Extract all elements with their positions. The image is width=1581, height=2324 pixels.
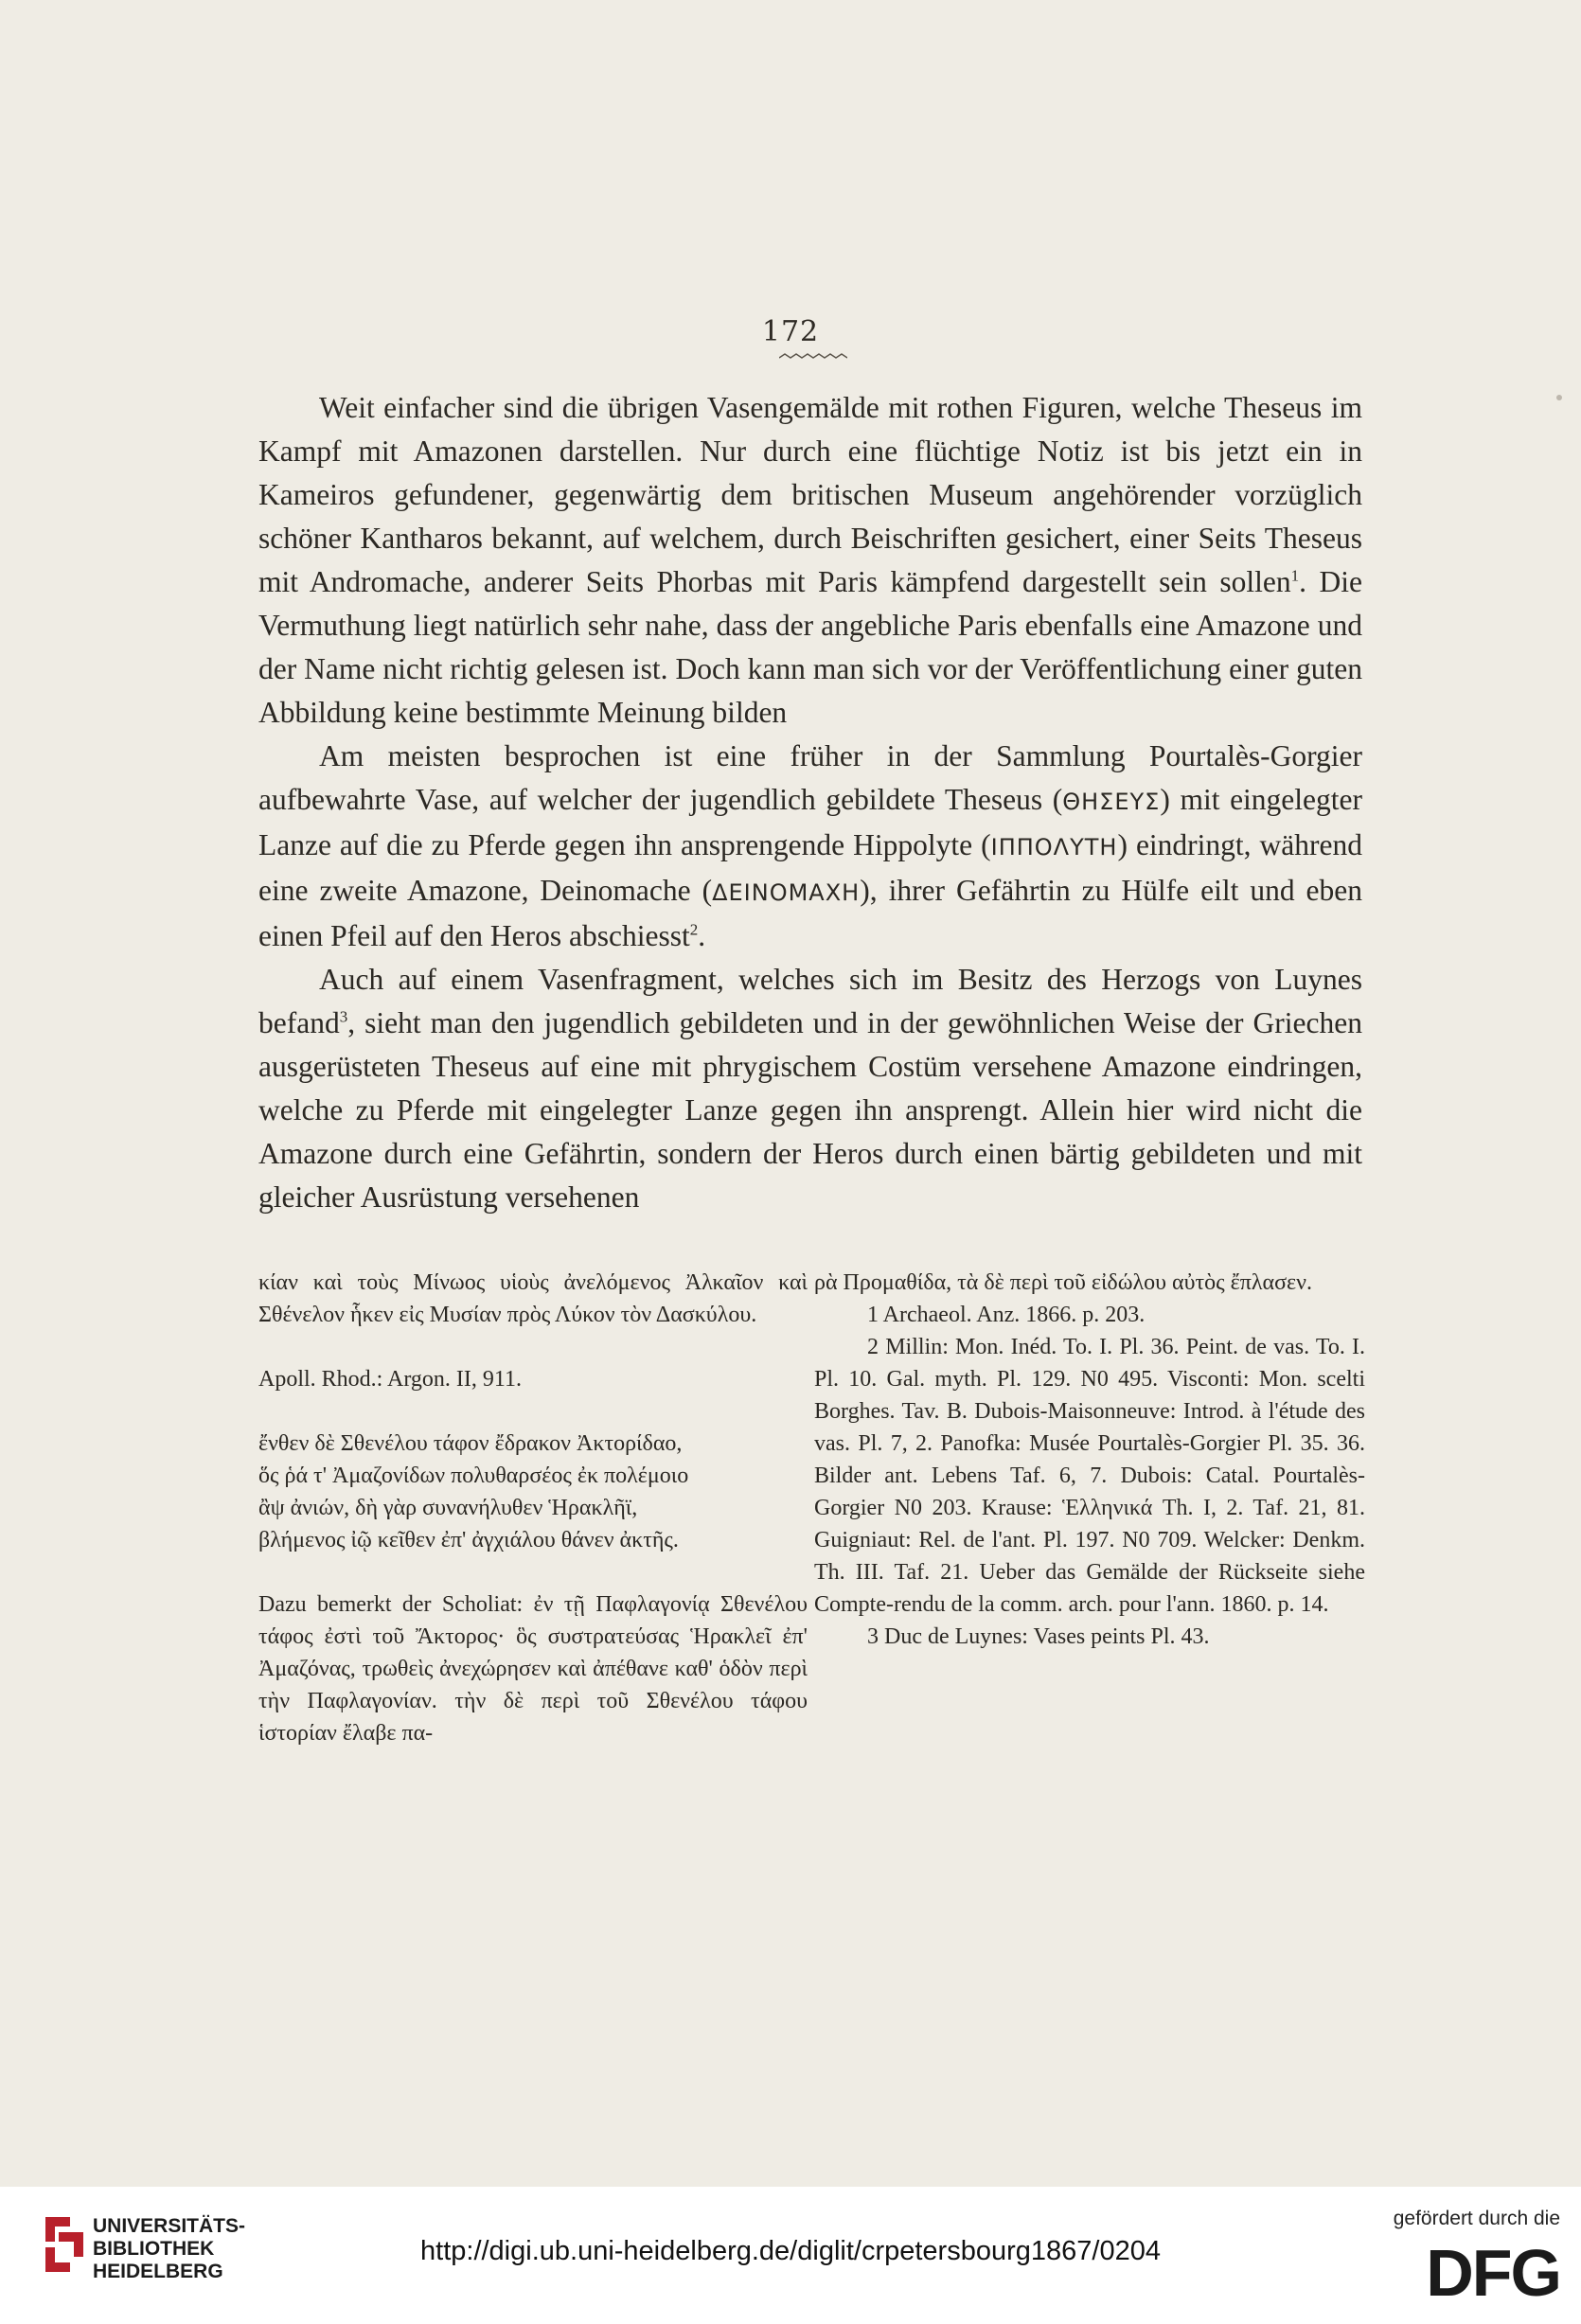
page-number-ornament (779, 352, 847, 364)
verse-line-2: ὅς ῥά τ' Ἀμαζονίδων πολυθαρσέος ἐκ πολέμοιο (258, 1464, 689, 1488)
funded-by-label: gefördert durch die (1393, 2208, 1560, 2229)
page-number: 172 (761, 315, 820, 348)
verse-line-4: βλήμενος ἰῷ κεῖθεν ἐπ' ἀγχιάλου θάνεν ἀκτῆς. (258, 1528, 679, 1552)
citation-apollonius: Apoll. Rhod.: Argon. II, 911. (258, 1367, 523, 1392)
university-library-name: UNIVERSITÄTS- BIBLIOTHEK HEIDELBERG (93, 2215, 246, 2282)
footnote-1: 1 Archaeol. Anz. 1866. p. 203. (867, 1303, 1146, 1327)
inscription-hippolyte: ΙΠΠΟΛΥΤΗ (990, 834, 1118, 860)
footnote-ref-3: 3 (339, 1007, 348, 1026)
dfg-logo: DFG (1426, 2236, 1560, 2310)
main-text (258, 386, 1362, 1219)
footnote-ref-2: 2 (689, 920, 699, 939)
inscription-deinomache: ΔΕΙΝΟΜΑΧΗ (712, 879, 861, 906)
paragraph-1: Weit einfacher sind die übrigen Vasengemälde mit rothen Figuren, welche Theseus im Kampf mit Amazonen darstellen. Nur durch eine flüchtige Notiz ist bis jetzt ein in Kameiros gefundener, gegenwärtig dem britischen Museum angehörender vorzüglich schöner Kantharos bekannt, auf welchem, durch Beischriften gesichert, einer Seits Theseus mit Andromache, anderer Seits Phorbas mit Paris kämpfend dargestellt sein sollen$^1$. Die Vermuthung liegt natürlich sehr nahe, dass der angebliche Paris ebenfalls eine Amazone und der Name nicht richtig gelesen ist. Doch kann man sich vor der Veröffentlichung einer guten Abbildung keine bestimmte Meinung bilden (258, 391, 1362, 729)
scholiast-note: Dazu bemerkt der Scholiat: ἐν τῇ Παφλαγονίᾳ Σθενέλου τάφος ἐστὶ τοῦ Ἄκτορος· ὃς συστρατεύσας Ἡρακλεῖ ἐπ' Ἀμαζόνας, τρωθεὶς ἀνεχώρησεν καὶ ἀπέθανε καθ' ὁδὸν περὶ τὴν Παφλαγονίαν. τὴν δὲ περὶ τοῦ Σθενέλου τάφου ἱστορίαν ἔλαβε πα- (258, 1592, 808, 1746)
verse-line-3: ἂψ ἀνιών, δὴ γὰρ συνανήλυθεν Ἡρακλῆϊ, (258, 1496, 638, 1520)
paper-speck (1556, 395, 1562, 400)
footnote-ref-1: 1 (1290, 566, 1300, 585)
digital-library-link[interactable]: http://digi.ub.uni-heidelberg.de/diglit/crpetersbourg1867/0204 (420, 2236, 1161, 2266)
footnote-3: 3 Duc de Luynes: Vases peints Pl. 43. (867, 1624, 1210, 1649)
footer-bar (0, 2187, 1581, 2324)
footnotes-left-column (258, 1267, 808, 1749)
inscription-theseus: ΘΗΣΕΥΣ (1062, 789, 1161, 815)
footnote-2: 2 Millin: Mon. Inéd. To. I. Pl. 36. Peint. de vas. To. I. Pl. 10. Gal. myth. Pl. 129. N0 495. Visconti: Mon. scelti Borghes. Tav. B. Dubois-Maisonneuve: Introd. à l'étude des vas. Pl. 7, 2. Panofka: Musée Pourtalès-Gorgier Pl. 35. 36. Bilder ant. Lebens Taf. 6, 7. Dubois: Catal. Pourtalès-Gorgier N0 203. Krause: Ἑλληνικά Th. I, 2. Taf. 21, 81. Guigniaut: Rel. de l'ant. Pl. 197. N0 709. Welcker: Denkm. Th. III. Taf. 21. Ueber das Gemälde der Rückseite siehe Compte-rendu de la comm. arch. pour l'ann. 1860. p. 14. (814, 1335, 1365, 1617)
footnotes-right-column (814, 1267, 1365, 1653)
greek-quote-continued: ρὰ Προμαθίδα, τὰ δὲ περὶ τοῦ εἰδώλου αὐτὸς ἔπλασεν. (814, 1270, 1312, 1295)
paragraph-3: Auch auf einem Vasenfragment, welches sich im Besitz des Herzogs von Luynes befand$^3$, sieht man den jugendlich gebildeten und in der gewöhnlichen Weise der Griechen ausgerüsteten Theseus auf eine mit phrygischem Costüm versehene Amazone eindringen, welche zu Pferde mit eingelegter Lanze gegen ihn ansprengt. Allein hier wird nicht die Amazone durch eine Gefährtin, sondern der Heros durch einen bärtig gebildeten und mit gleicher Ausrüstung versehenen (258, 963, 1362, 1214)
verse-line-1: ἔνθεν δὲ Σθενέλου τάφον ἔδρακον Ἀκτορίδαο, (258, 1431, 683, 1456)
greek-quote: κίαν καὶ τοὺς Μίνωος υἱοὺς ἀνελόμενος Ἀλκαῖον καὶ Σθένελον ἧκεν εἰς Μυσίαν πρὸς Λύκον τὸν Δασκύλου. (258, 1270, 808, 1327)
paragraph-2: Am meisten besprochen ist eine früher in der Sammlung Pourtalès-Gorgier aufbewahrte Vase, auf welcher der jugendlich gebildete Theseus (ΘΗΣΕΥΣ) mit eingelegter Lanze auf die zu Pferde gegen ihn ansprengende Hippolyte (ΙΠΠΟΛΥΤΗ) eindringt, während eine zweite Amazone, Deinomache (ΔΕΙΝΟΜΑΧΗ), ihrer Gefährtin zu Hülfe eilt und eben einen Pfeil auf den Heros abschiesst$^2$. (258, 739, 1363, 952)
